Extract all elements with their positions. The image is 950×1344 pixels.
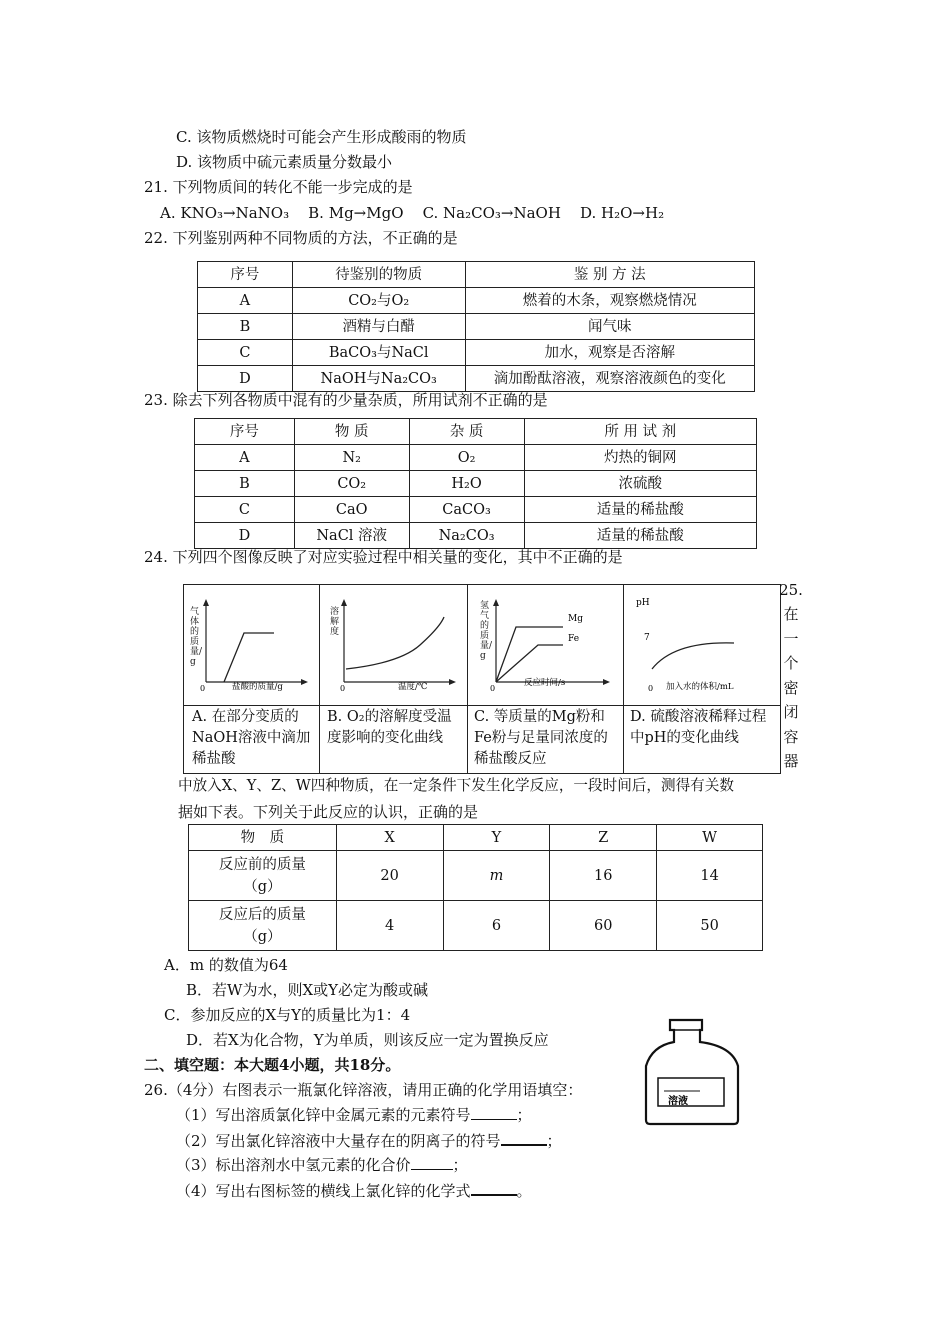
q26-item-text: （3）标出溶剂水中氢元素的化合价 <box>176 1156 411 1174</box>
header-cell: 待鉴别的物质 <box>292 262 465 288</box>
table-cell: CaCO₃ <box>409 497 524 523</box>
graph-d-tick: 7 <box>644 633 650 643</box>
table-row <box>198 288 755 314</box>
graph-b-origin: 0 <box>340 684 346 693</box>
table-cell: D <box>198 366 293 392</box>
table-cell: Na₂CO₃ <box>409 523 524 549</box>
q25-number: 25. <box>779 581 803 599</box>
q25-option-c: C．参加反应的X与Y的质量比为1：4 <box>164 1006 411 1024</box>
graph-a-ylabel: 气体的质量/g <box>190 607 203 667</box>
q20-option-d: D. 该物质中硫元素质量分数最小 <box>176 153 393 171</box>
table-cell: 适量的稀盐酸 <box>524 497 757 523</box>
q25-line1: 中放入X、Y、Z、W四种物质，在一定条件下发生化学反应，一段时间后，测得有关数 <box>178 777 734 794</box>
header-cell: 物 质 <box>189 825 337 851</box>
graph-c-ylabel: 氢气的质量/g <box>480 601 493 661</box>
row-label-unit: （g） <box>243 878 282 895</box>
header-cell: W <box>657 825 763 851</box>
table-row <box>195 497 757 523</box>
q26-item-1 <box>176 1105 532 1125</box>
table-cell: CO₂ <box>294 471 409 497</box>
table-cell: 酒精与白醋 <box>292 314 465 340</box>
q26-item-4 <box>176 1180 532 1201</box>
table-cell: m <box>443 851 550 901</box>
table-cell: 60 <box>550 901 657 951</box>
header-cell: 鉴 别 方 法 <box>465 262 754 288</box>
q20-option-c: C. 该物质燃烧时可能会产生形成酸雨的物质 <box>176 128 467 146</box>
graph-b-curve <box>346 617 444 669</box>
q24-stem: 24. 下列四个图像反映了对应实验过程中相关量的变化，其中不正确的是 <box>144 548 623 566</box>
table-cell: NaOH与Na₂CO₃ <box>292 366 465 392</box>
table-cell: 50 <box>657 901 763 951</box>
table-cell: B <box>195 471 295 497</box>
table-cell: 闻气味 <box>465 314 754 340</box>
table-row <box>189 851 763 901</box>
header-cell: X <box>336 825 443 851</box>
q26-item-end: 。 <box>516 1182 532 1200</box>
table-header-row <box>195 419 757 445</box>
table-cell: C <box>198 340 293 366</box>
graph-a <box>184 585 319 705</box>
q23-table <box>194 418 757 549</box>
graph-d-ylabel: pH <box>636 598 650 608</box>
q22-stem: 22. 下列鉴别两种不同物质的方法，不正确的是 <box>144 229 458 247</box>
table-row <box>198 314 755 340</box>
q25-table <box>188 824 763 951</box>
graph-a-caption: A. 在部分变质的NaOH溶液中滴加稀盐酸 <box>192 709 311 767</box>
q25-side-char: 容 <box>783 728 799 746</box>
table-cell: A <box>195 445 295 471</box>
graph-c-xlabel: 反应时间/s <box>524 678 566 688</box>
q26-item-end: ； <box>546 1132 562 1150</box>
q25-line2: 据如下表。下列关于此反应的认识，正确的是 <box>178 803 479 821</box>
q26-item-text: （2）写出氯化锌溶液中大量存在的阴离子的符号 <box>176 1132 501 1150</box>
table-row <box>195 523 757 549</box>
answer-blank[interactable] <box>411 1155 453 1170</box>
table-cell <box>189 901 337 951</box>
graph-b-xlabel: 温度/℃ <box>398 682 428 692</box>
q25-side-char: 密 <box>783 679 799 697</box>
table-header-row <box>189 825 763 851</box>
bottle-illustration <box>640 1016 746 1128</box>
header-cell: Y <box>443 825 550 851</box>
graph-d-xlabel: 加入水的体积/mL <box>666 682 734 692</box>
table-cell: 4 <box>336 901 443 951</box>
answer-blank[interactable] <box>501 1130 547 1146</box>
table-cell: 20 <box>336 851 443 901</box>
section2-heading: 二、填空题：本大题4小题，共18分。 <box>144 1056 401 1074</box>
header-cell: 序号 <box>198 262 293 288</box>
bottle-icon <box>646 1020 738 1124</box>
q25-side-char: 在 <box>783 605 799 623</box>
table-cell: B <box>198 314 293 340</box>
header-cell: 物 质 <box>294 419 409 445</box>
graph-a-origin: 0 <box>200 684 206 693</box>
graph-c-series-mg: Mg <box>568 614 583 624</box>
table-cell: N₂ <box>294 445 409 471</box>
graph-b-caption: B. O₂的溶解度受温度影响的变化曲线 <box>327 709 452 746</box>
table-cell: 适量的稀盐酸 <box>524 523 757 549</box>
table-cell: 6 <box>443 901 550 951</box>
q25-side-char: 一 <box>783 630 799 648</box>
table-header-row <box>198 262 755 288</box>
table-cell: CaO <box>294 497 409 523</box>
bottle-label-text: 溶液 <box>668 1096 688 1107</box>
q21-stem: 21. 下列物质间的转化不能一步完成的是 <box>144 178 413 196</box>
graph-c-origin: 0 <box>490 684 496 693</box>
q25-side-char: 器 <box>783 752 799 770</box>
q22-table <box>197 261 755 392</box>
table-cell: 16 <box>550 851 657 901</box>
table-row <box>195 445 757 471</box>
q25-side-char: 个 <box>783 654 799 672</box>
q25-option-d: D．若X为化合物，Y为单质，则该反应一定为置换反应 <box>186 1031 549 1049</box>
q26-item-end: ； <box>452 1156 468 1174</box>
table-cell: NaCl 溶液 <box>294 523 409 549</box>
graph-d-caption: D. 硫酸溶液稀释过程中pH的变化曲线 <box>630 709 767 746</box>
table-cell: 灼热的铜网 <box>524 445 757 471</box>
q25-side-char: 闭 <box>783 703 799 721</box>
table-cell: D <box>195 523 295 549</box>
graph-b-ylabel: 溶解度 <box>330 607 340 637</box>
q23-stem: 23. 除去下列各物质中混有的少量杂质，所用试剂不正确的是 <box>144 391 548 409</box>
q26-stem: 26.（4分）右图表示一瓶氯化锌溶液，请用正确的化学用语填空： <box>144 1081 583 1099</box>
q21-options: A. KNO₃→NaNO₃ B. Mg→MgO C. Na₂CO₃→NaOH D. H₂O→H₂ <box>160 204 665 222</box>
graph-b <box>320 585 467 705</box>
graph-a-xlabel: 盐酸的质量/g <box>232 682 283 692</box>
table-cell: H₂O <box>409 471 524 497</box>
table-cell: 14 <box>657 851 763 901</box>
table-cell: BaCO₃与NaCl <box>292 340 465 366</box>
header-cell: 所 用 试 剂 <box>524 419 757 445</box>
graph-c-fe-curve <box>496 645 563 682</box>
answer-blank[interactable] <box>471 1105 517 1120</box>
graph-d <box>624 585 780 705</box>
q26-item-2 <box>176 1130 562 1151</box>
q26-item-3 <box>176 1155 468 1175</box>
table-cell <box>189 851 337 901</box>
q24-graph-panel <box>183 584 781 774</box>
table-cell: 滴加酚酞溶液，观察溶液颜色的变化 <box>465 366 754 392</box>
table-cell: 浓硫酸 <box>524 471 757 497</box>
row-label: 反应后的质量 <box>218 906 306 923</box>
graph-c-series-fe: Fe <box>568 634 580 644</box>
table-cell: 燃着的木条，观察燃烧情况 <box>465 288 754 314</box>
table-cell: CO₂与O₂ <box>292 288 465 314</box>
graph-c-caption: C. 等质量的Mg粉和Fe粉与足量同浓度的稀盐酸反应 <box>474 709 608 767</box>
header-cell: 杂 质 <box>409 419 524 445</box>
table-row <box>198 366 755 392</box>
q26-item-end: ； <box>516 1106 532 1124</box>
q26-item-text: （4）写出右图标签的横线上氯化锌的化学式 <box>176 1182 471 1200</box>
table-row <box>189 901 763 951</box>
row-label: 反应前的质量 <box>218 856 306 873</box>
q26-item-text: （1）写出溶质氯化锌中金属元素的元素符号 <box>176 1106 471 1124</box>
graph-a-curve <box>224 633 274 682</box>
header-cell: Z <box>550 825 657 851</box>
graph-d-origin: 0 <box>648 684 654 693</box>
q25-option-b: B．若W为水，则X或Y必定为酸或碱 <box>186 981 429 999</box>
table-cell: C <box>195 497 295 523</box>
row-label-unit: （g） <box>243 928 282 945</box>
table-cell: O₂ <box>409 445 524 471</box>
q25-option-a: A．m 的数值为64 <box>164 956 288 974</box>
table-cell: 加水，观察是否溶解 <box>465 340 754 366</box>
table-cell: A <box>198 288 293 314</box>
table-row <box>195 471 757 497</box>
answer-blank[interactable] <box>471 1180 517 1196</box>
graph-d-curve <box>652 643 734 669</box>
table-row <box>198 340 755 366</box>
header-cell: 序号 <box>195 419 295 445</box>
